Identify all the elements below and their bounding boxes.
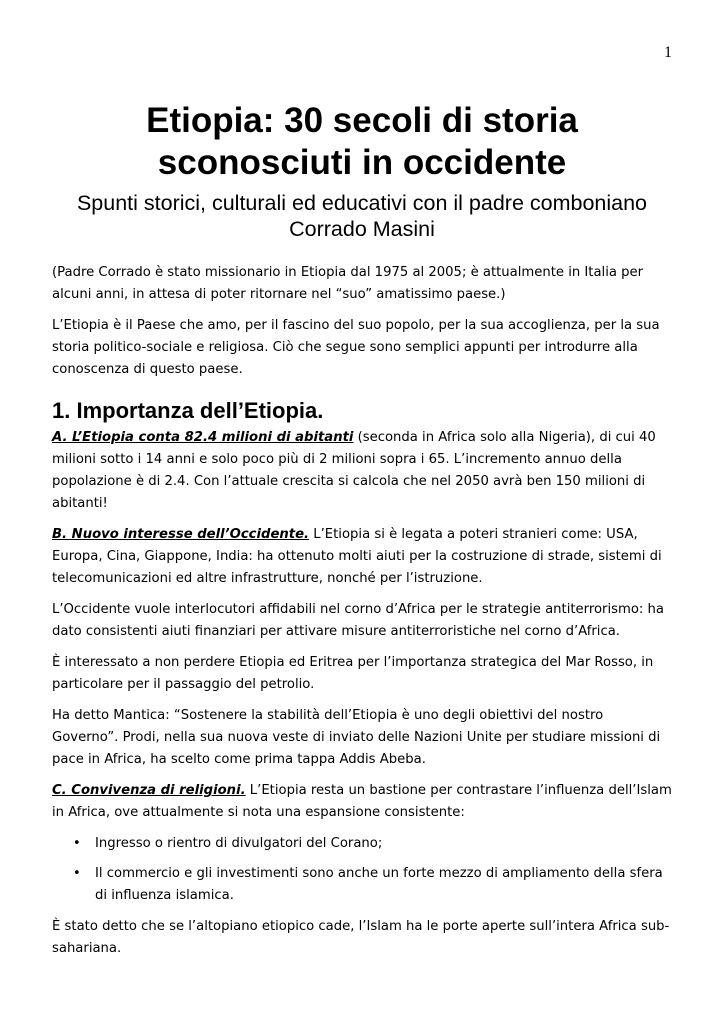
text-a-population: (seconda in Africa solo alla Nigeria), di cui 40 milioni sotto i 14 anni e solo poco più di 2 milioni sopra i 65. L’incremento annuo della popolazione è di 2.4. Con l’attuale crescita si calcola che nel 2050 avrà ben 150 milioni di abitanti! bbox=[52, 430, 656, 511]
bullet-list-islam-influence bbox=[52, 833, 672, 907]
intro-paragraph-love: L’Etiopia è il Paese che amo, per il fascino del suo popolo, per la sua accoglienza, per la sua storia politico-sociale e religiosa. Ciò che segue sono semplici appunti per introdurre alla conoscenza di questo paese. bbox=[52, 318, 660, 377]
lead-a-population: A. L’Etiopia conta 82.4 milioni di abitanti bbox=[52, 430, 354, 445]
bullet-icon: • bbox=[73, 866, 81, 881]
paragraph-c-closing: È stato detto che se l’altopiano etiopico cade, l’Islam ha le porte aperte sull’intera Africa sub-sahariana. bbox=[52, 919, 670, 956]
text-b-west-interest: L’Etiopia si è legata a poteri stranieri come: USA, Europa, Cina, Giappone, India: ha ottenuto molti aiuti per la costruzione di strade, sistemi di telecomunicazioni ed altre infrastrutture, nonché per l’istruzione. bbox=[52, 527, 662, 586]
page-number: 1 bbox=[664, 44, 672, 61]
lead-c-religions: C. Convivenza di religioni. bbox=[52, 783, 246, 798]
paragraph-a-population bbox=[52, 427, 672, 515]
lead-b-west-interest: B. Nuovo interesse dell’Occidente. bbox=[52, 527, 310, 542]
list-item-text: Ingresso o rientro di divulgatori del Corano; bbox=[95, 836, 383, 851]
text-c-religions: L’Etiopia resta un bastione per contrastare l’influenza dell’Islam in Africa, ove attualmente si nota una espansione consistente: bbox=[52, 783, 672, 820]
document-title: Etiopia: 30 secoli di storia sconosciuti in occidente bbox=[146, 101, 578, 182]
paragraph-b-west-interest bbox=[52, 524, 672, 590]
document-body bbox=[52, 100, 672, 969]
intro-paragraph-note: (Padre Corrado è stato missionario in Etiopia dal 1975 al 2005; è attualmente in Italia per alcuni anni, in attesa di poter ritornare nel “suo” amatissimo paese.) bbox=[52, 265, 644, 302]
paragraph-c-religions bbox=[52, 780, 672, 824]
paragraph-b-mantica-quote: Ha detto Mantica: “Sostenere la stabilità dell’Etiopia è uno degli obiettivi del nostro Governo”. Prodi, nella sua nuova veste di inviato delle Nazioni Unite per studiare missioni di pace in Africa, ha scelto come prima tappa Addis Abeba. bbox=[52, 708, 661, 767]
paragraph-b-antiterrorism: L’Occidente vuole interlocutori affidabili nel corno d’Africa per le strategie antiterrorismo: ha dato consistenti aiuti finanziari per attivare misure antiterroristiche nel corno d’Africa. bbox=[52, 602, 664, 639]
section-heading-importance: 1. Importanza dell’Etiopia. bbox=[52, 398, 324, 423]
bullet-icon: • bbox=[73, 836, 81, 851]
document-subtitle: Spunti storici, culturali ed educativi con il padre comboniano Corrado Masini bbox=[76, 191, 648, 241]
paragraph-b-red-sea: È interessato a non perdere Etiopia ed Eritrea per l’importanza strategica del Mar Rosso, in particolare per il passaggio del petrolio. bbox=[52, 655, 654, 692]
list-item-text: Il commercio e gli investimenti sono anche un forte mezzo di ampliamento della sfera di influenza islamica. bbox=[95, 866, 663, 903]
list-item bbox=[52, 833, 672, 855]
list-item bbox=[52, 863, 672, 907]
